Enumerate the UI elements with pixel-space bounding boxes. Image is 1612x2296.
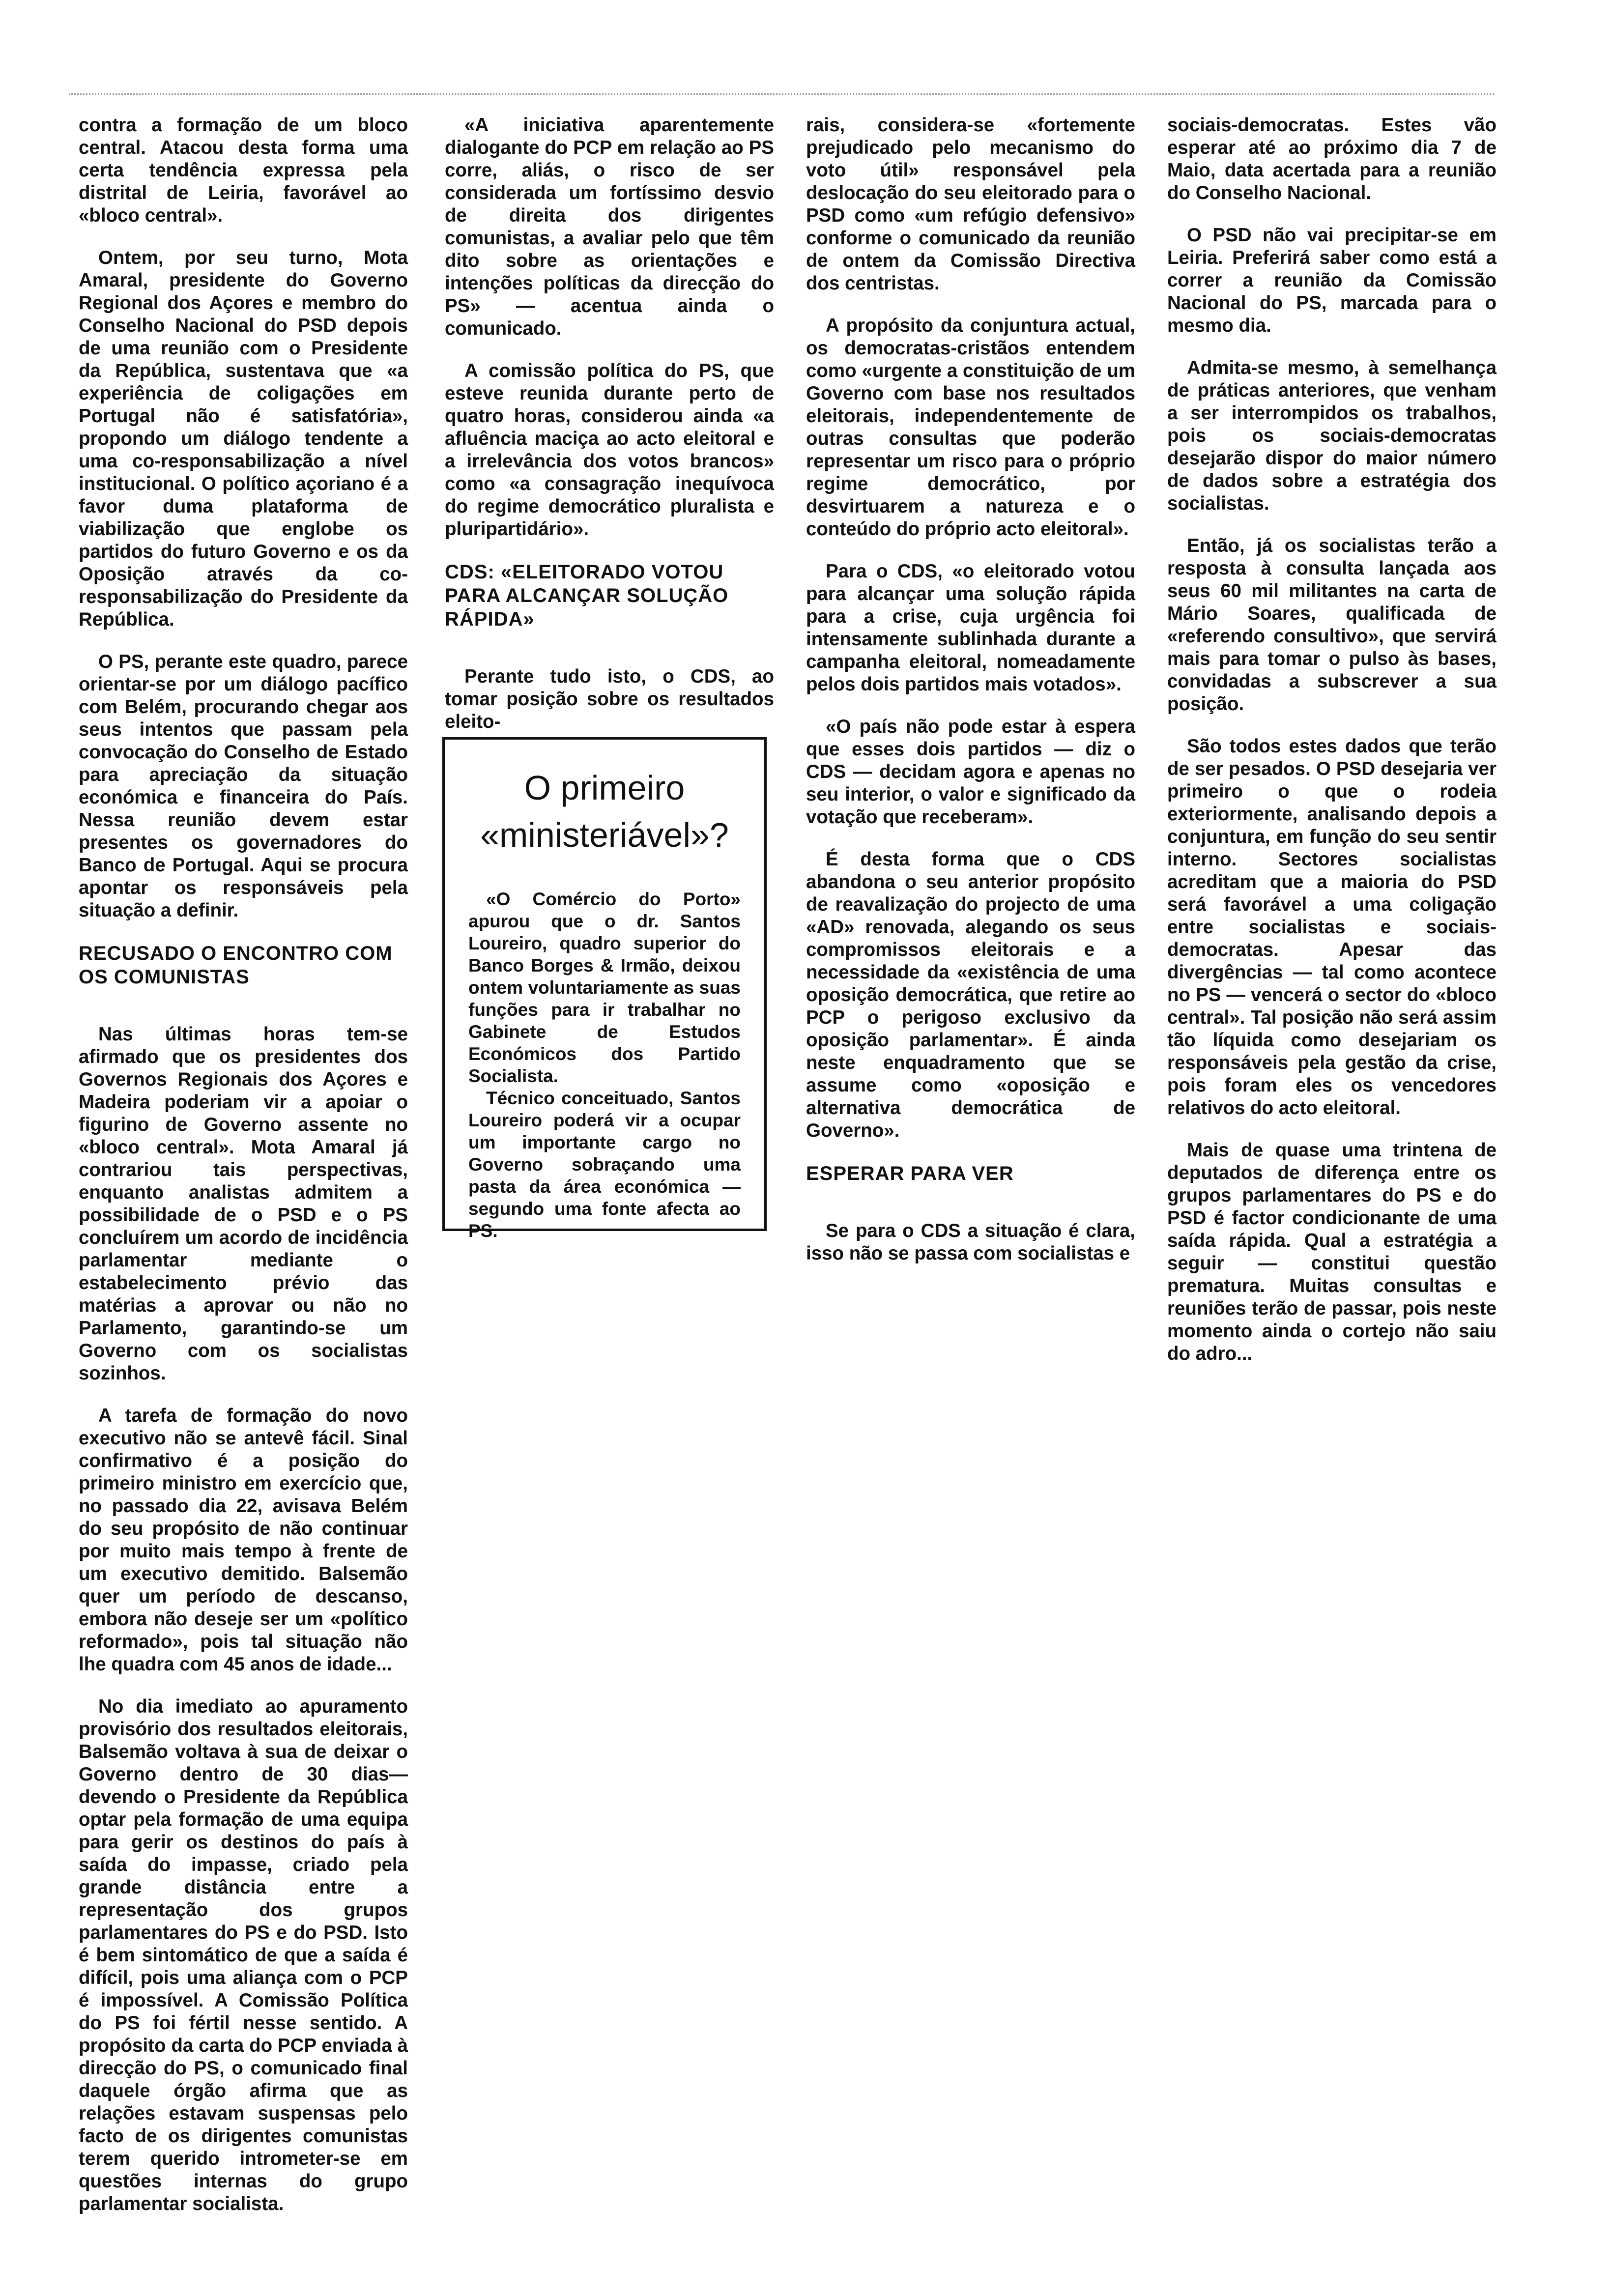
- sidebar-box-ministeriavel: [442, 737, 767, 1241]
- box-text: [468, 888, 741, 1242]
- box-paragraph: «O Comércio do Porto» apurou que o dr. Santos Loureiro, quadro superior do Banco Borges & Irmão, deixou ontem voluntariamente as suas funções para ir trabalhar no Gabinete de Estudos Económicos dos Partido Socialista.: [468, 889, 741, 1086]
- col2-paragraph: Perante tudo isto, o CDS, ao tomar posição sobre os resultados eleito-: [445, 666, 774, 732]
- col1-paragraph: A tarefa de formação do novo executivo não se antevê fácil. Sinal confirmativo é a posição do primeiro ministro em exercício que, no passado dia 22, avisava Belém do seu propósito de não continuar por muito mais tempo à frente de um executivo demitido. Balsemão quer um período de descanso, embora não deseje ser um «político reformado», pois tal situação não lhe quadra com 45 anos de idade...: [79, 1405, 408, 1675]
- column-3: [806, 114, 1135, 1285]
- col1-paragraph: Nas últimas horas tem-se afirmado que os presidentes dos Governos Regionais dos Açores e Madeira poderiam vir a apoiar o figurino de Governo assente no «bloco central». Mota Amaral já contrariou tais perspectivas, enquanto analistas admitem a possibilidade de o PSD e o PS concluírem um acordo de incidência parlamentar mediante o estabelecimento prévio das matérias a aprovar ou não no Parlamento, garantindo-se um Governo com os socialistas sozinhos.: [79, 1024, 408, 1384]
- col4-paragraph: Então, já os socialistas terão a resposta à consulta lançada aos seus 60 mil militantes na carta de Mário Soares, qualificada de «referendo consultivo», que servirá mais para tomar o pulso às bases, convidadas a subscrever a sua posição.: [1167, 535, 1497, 715]
- col4-paragraph: Mais de quase uma trintena de deputados de diferença entre os grupos parlamentares do PS e do PSD é factor condicionante de uma saída rápida. Qual a estratégia a seguir — constitui questão prematura. Muitas consultas e reuniões terão de passar, pois neste momento ainda o cortejo não saiu do adro...: [1167, 1140, 1497, 1364]
- section-heading-esperar: ESPERAR PARA VER: [806, 1163, 1014, 1184]
- col1-paragraph: contra a formação de um bloco central. Atacou desta forma uma certa tendência expressa pela distrital de Leiria, favorável ao «bloco central».: [79, 115, 408, 226]
- section-heading-cds: CDS: «ELEITORADO VOTOU PARA ALCANÇAR SOLUÇÃO RÁPIDA»: [445, 561, 729, 630]
- col1-paragraph: No dia imediato ao apuramento provisório dos resultados eleitorais, Balsemão voltava à sua de deixar o Governo dentro de 30 dias—devendo o Presidente da República optar pela formação de uma equipa para gerir os destinos do país à saída do impasse, criado pela grande distância entre a representação dos grupos parlamentares do PS e do PSD. Isto é bem sintomático de que a saída é difícil, pois uma aliança com o PCP é impossível. A Comissão Política do PS foi fértil nesse sentido. A propósito da carta do PCP enviada à direcção do PS, o comunicado final daquele órgão afirma que as relações estavam suspensas pelo facto de os dirigentes comunistas terem querido intrometer-se em questões internas do grupo parlamentar socialista.: [79, 1696, 408, 2214]
- col4-paragraph: Admita-se mesmo, à semelhança de práticas anteriores, que venham a ser interrompidos os trabalhos, pois os sociais-democratas desejarão dispor do maior número de dados sobre a estratégia dos socialistas.: [1167, 357, 1497, 514]
- col4-paragraph: São todos estes dados que terão de ser pesados. O PSD desejaria ver primeiro o que o rodeia exteriormente, analisando depois a conjuntura, em função do seu sentir interno. Sectores socialistas acreditam que a maioria do PSD será favorável a uma coligação entre socialistas e sociais-democratas. Apesar das divergências — tal como acontece no PS — vencerá o sector do «bloco central». Tal posição não será assim tão líquida como desejariam os responsáveis pela gestão da crise, pois foram eles os vencedores relativos do acto eleitoral.: [1167, 736, 1497, 1119]
- column-1: [79, 114, 408, 2235]
- col3-paragraph: Para o CDS, «o eleitorado votou para alcançar uma solução rápida para a crise, cuja urgência foi intensamente sublinhada durante a campanha eleitoral, nomeadamente pelos dois partidos mais votados».: [806, 561, 1135, 695]
- column-2: [445, 114, 774, 753]
- col3-paragraph: A propósito da conjuntura actual, os democratas-cristãos entendem como «urgente a constituição de um Governo com base nos resultados eleitorais, independentemente de outras consultas que poderão representar um risco para o próprio regime democrático, por desvirtuarem a natureza e o conteúdo do próprio acto eleitoral».: [806, 315, 1135, 540]
- box-title: O primeiro «ministeriável»?: [480, 769, 729, 854]
- col3-paragraph: Se para o CDS a situação é clara, isso não se passa com socialistas e: [806, 1220, 1135, 1264]
- col4-paragraph: sociais-democratas. Estes vão esperar até ao próximo dia 7 de Maio, data acertada para a reunião do Conselho Nacional.: [1167, 115, 1497, 203]
- col3-paragraph: «O país não pode estar à espera que esses dois partidos — diz o CDS — decidam agora e apenas no seu interior, o valor e significado da votação que receberam».: [806, 716, 1135, 828]
- col4-paragraph: O PSD não vai precipitar-se em Leiria. Preferirá saber como está a correr a reunião da Comissão Nacional do PS, marcada para o mesmo dia.: [1167, 225, 1497, 336]
- col2-paragraph: «A iniciativa aparentemente dialogante do PCP em relação ao PS corre, aliás, o risco de ser considerada um fortíssimo desvio de direita dos dirigentes comunistas, a avaliar pelo que têm dito sobre as orientações e intenções políticas da direcção do PS» — acentua ainda o comunicado.: [445, 115, 774, 339]
- column-4: [1167, 114, 1497, 1385]
- box-paragraph: Técnico conceituado, Santos Loureiro poderá vir a ocupar um importante cargo no Governo sobraçando uma pasta da área económica — segundo uma fonte afecta ao PS.: [468, 1088, 741, 1241]
- col2-paragraph: A comissão política do PS, que esteve reunida durante perto de quatro horas, considerou ainda «a afluência maciça ao acto eleitoral e a irrelevância dos votos brancos» como «a consagração inequívoca do regime democrático pluralista e pluripartidário».: [445, 360, 774, 540]
- col3-paragraph: rais, considera-se «fortemente prejudicado pelo mecanismo do voto útil» responsável pela deslocação do seu eleitorado para o PSD como «um refúgio defensivo» conforme o comunicado da reunião de ontem da Comissão Directiva dos centristas.: [806, 115, 1135, 294]
- col3-paragraph: É desta forma que o CDS abandona o seu anterior propósito de reavalização do projecto de uma «AD» renovada, alegando os seus compromissos eleitorais e a necessidade da «existência de uma oposição democrática, que retire ao PCP o perigoso exclusivo da oposição parlamentar». É ainda neste enquadramento que se assume como «oposição e alternativa democrática de Governo».: [806, 849, 1135, 1141]
- section-heading-recusado: RECUSADO O ENCONTRO COM OS COMUNISTAS: [79, 943, 393, 988]
- col1-paragraph: Ontem, por seu turno, Mota Amaral, presidente do Governo Regional dos Açores e membro do Conselho Nacional do PSD depois de uma reunião com o Presidente da República, sustentava que «a experiência de coligações em Portugal não é satisfatória», propondo um diálogo tendente a uma co-responsabilização a nível institucional. O político açoriano é a favor duma plataforma de viabilização que englobe os partidos do futuro Governo e os da Oposição através da co-responsabilização do Presidente da República.: [79, 247, 408, 630]
- scan-edge-line: [69, 93, 1494, 95]
- col1-paragraph: O PS, perante este quadro, parece orientar-se por um diálogo pacífico com Belém, procurando chegar aos seus intentos que passam pela convocação do Conselho de Estado para apreciação da situação económica e financeira do País. Nessa reunião devem estar presentes os governadores do Banco de Portugal. Aqui se procura apontar os responsáveis pela situação a definir.: [79, 651, 408, 921]
